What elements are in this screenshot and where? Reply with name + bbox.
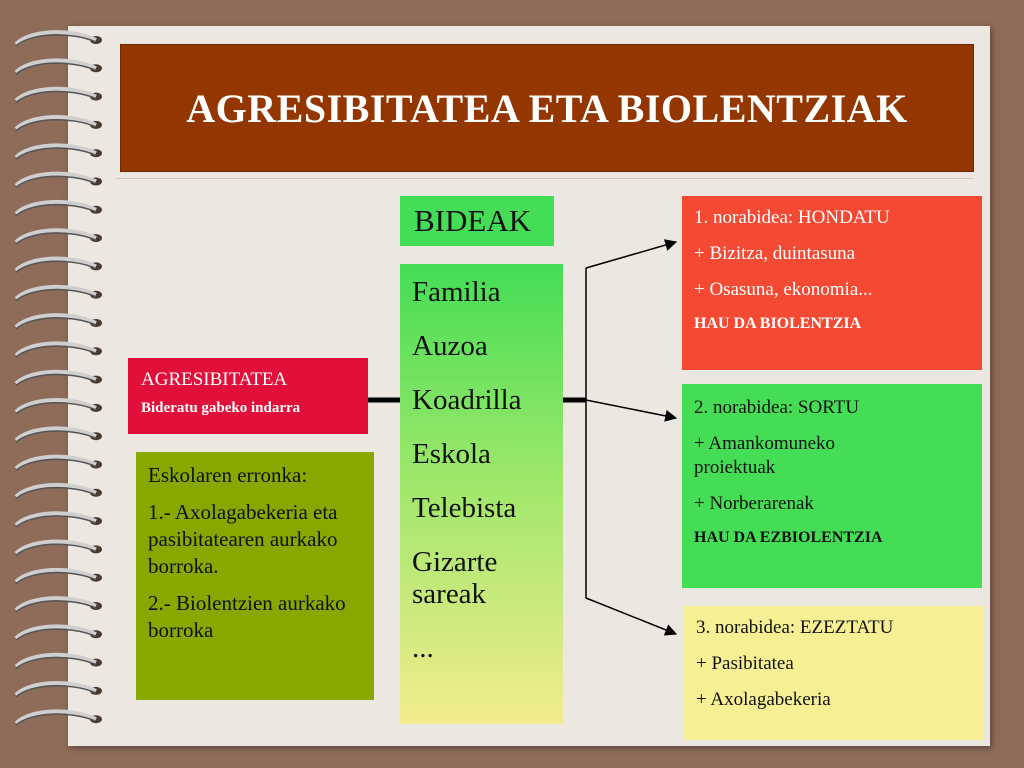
bideak-list: [400, 264, 563, 724]
direction-1-item: + Osasuna, ekonomia...: [694, 279, 873, 300]
agresibitatea-sublabel: Bideratu gabeko indarra: [141, 400, 301, 416]
bideak-item: Gizarte sareak: [412, 546, 498, 610]
eskola-heading: Eskolaren erronka:: [148, 463, 308, 487]
direction-3-box: [684, 606, 984, 740]
direction-3-item: + Pasibitatea: [696, 653, 794, 674]
arrow-to-direction-1: [586, 242, 676, 268]
eskola-point-2: 2.- Biolentzien aurkako borroka: [148, 591, 346, 642]
bideak-item: Telebista: [412, 492, 517, 524]
direction-1-conclusion: HAU DA BIOLENTZIA: [694, 315, 862, 332]
agresibitatea-box: [128, 358, 368, 434]
bideak-item: Koadrilla: [412, 384, 522, 416]
direction-2-box: [682, 384, 982, 588]
direction-2-title: 2. norabidea: SORTU: [694, 397, 860, 418]
direction-1-title: 1. norabidea: HONDATU: [694, 207, 890, 228]
agresibitatea-label: AGRESIBITATEA: [141, 369, 288, 390]
bideak-item: ...: [412, 632, 434, 664]
bideak-heading: BIDEAK: [400, 196, 554, 246]
direction-3-item: + Axolagabekeria: [696, 689, 831, 710]
bideak-item: Familia: [412, 276, 501, 308]
direction-2-item: + Amankomuneko proiektuak: [694, 433, 836, 478]
eskola-challenge-box: [136, 452, 374, 700]
direction-1-item: + Bizitza, duintasuna: [694, 243, 856, 264]
direction-3-title: 3. norabidea: EZEZTATU: [696, 617, 894, 638]
bideak-item: Auzoa: [412, 330, 488, 362]
direction-2-conclusion: HAU DA EZBIOLENTZIA: [694, 529, 883, 546]
arrow-to-direction-2: [586, 400, 676, 418]
eskola-point-1: 1.- Axolagabekeria eta pasibitatearen aurkako borroka.: [148, 500, 338, 578]
bideak-item: Eskola: [412, 438, 491, 470]
arrow-to-direction-3: [586, 598, 676, 634]
direction-1-box: [682, 196, 982, 370]
direction-2-item: + Norberarenak: [694, 493, 814, 514]
slide-title: AGRESIBITATEA ETA BIOLENTZIAK: [120, 44, 974, 172]
